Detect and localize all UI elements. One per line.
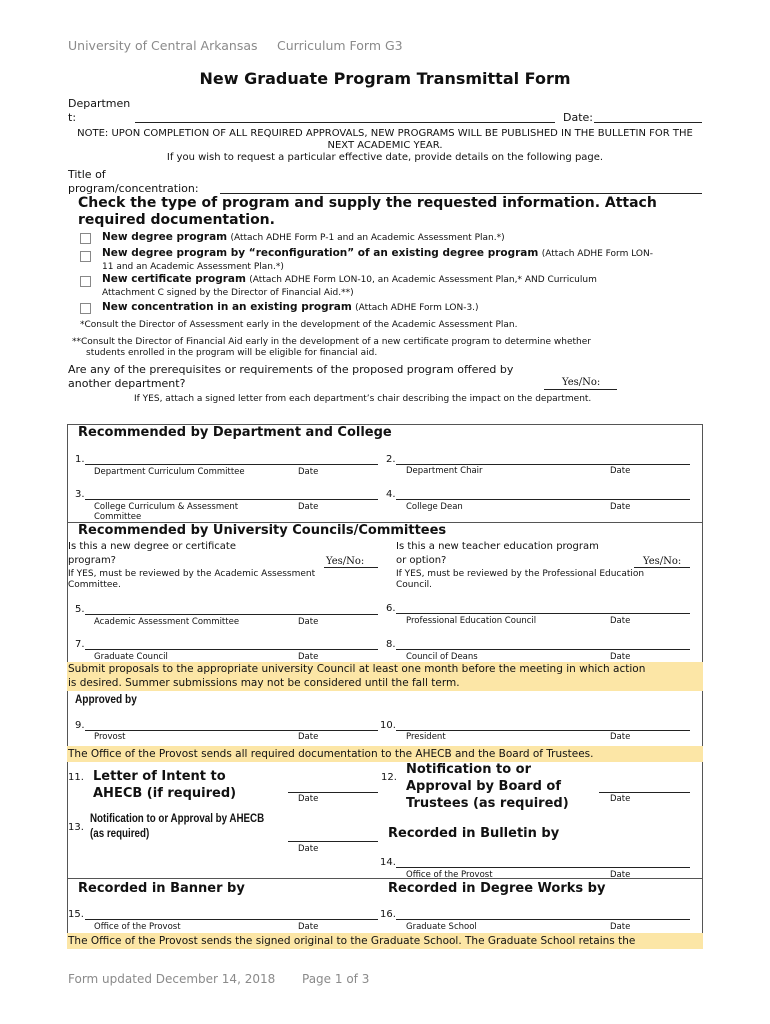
- sig-date-14: Date: [610, 870, 631, 880]
- sig-label-3b: Committee: [94, 512, 142, 522]
- option-new-degree: [102, 231, 505, 243]
- approved-heading: Approved by: [75, 694, 137, 706]
- sig-date-5: Date: [298, 617, 319, 627]
- footnote-assessment: *Consult the Director of Assessment early in the development of the Academic Assessment Plan.: [80, 320, 518, 330]
- sig-num-4: 4.: [386, 489, 396, 500]
- sig-num-16: 16.: [380, 909, 396, 920]
- notif-line2: Approval by Board of: [406, 779, 561, 794]
- option-concentration-label: New concentration in an existing program: [102, 301, 352, 313]
- option-reconfiguration-label: New degree program by “reconfiguration” of an existing degree program: [102, 247, 539, 259]
- sig-num-11: 11.: [68, 772, 84, 783]
- checkbox-certificate[interactable]: [80, 276, 91, 287]
- final-note: The Office of the Provost sends the signed original to the Graduate School. The Graduate School retains the: [68, 935, 636, 947]
- sig-date-1: Date: [298, 467, 319, 477]
- submit-note-1: Submit proposals to the appropriate university Council at least one month before the meeting in which action: [68, 663, 646, 675]
- checkbox-reconfiguration[interactable]: [80, 251, 91, 262]
- loi-line2: AHECB (if required): [93, 786, 237, 801]
- sig-date-6: Date: [610, 616, 631, 626]
- sig-line-15[interactable]: [85, 919, 378, 920]
- checkbox-concentration[interactable]: [80, 303, 91, 314]
- sig-label-2: Department Chair: [406, 466, 483, 476]
- sig-date-8: Date: [610, 652, 631, 662]
- check-type-heading-2: required documentation.: [78, 212, 275, 228]
- notif-line1: Notification to or: [406, 762, 531, 777]
- councils-heading: Recommended by University Councils/Committees: [78, 523, 447, 538]
- banner-heading: Recorded in Banner by: [78, 881, 245, 896]
- sig-num-2: 2.: [386, 454, 396, 465]
- option-certificate-detail-2: Attachment C signed by the Director of Financial Aid.**): [102, 288, 354, 298]
- program-title-label-1: Title of: [68, 168, 106, 181]
- councils-right-answer-label: Yes/No:: [643, 556, 682, 567]
- sig-date-16: Date: [610, 922, 631, 932]
- sig-label-15: Office of the Provost: [94, 922, 181, 932]
- councils-left-answer-field[interactable]: [324, 567, 378, 568]
- sig-label-1: Department Curriculum Committee: [94, 467, 245, 477]
- councils-left-answer-label: Yes/No:: [326, 556, 365, 567]
- note-line1: NOTE: UPON COMPLETION OF ALL REQUIRED APPROVALS, NEW PROGRAMS WILL BE PUBLISHED IN THE BULLETIN FOR THE: [77, 128, 693, 139]
- checkbox-new-degree[interactable]: [80, 233, 91, 244]
- sig-label-16: Graduate School: [406, 922, 477, 932]
- option-concentration: [102, 301, 479, 313]
- sig-label-14: Office of the Provost: [406, 870, 493, 880]
- councils-left-q-1: Is this a new degree or certificate: [68, 541, 237, 552]
- prereq-question-1: Are any of the prerequisites or requirements of the proposed program offered by: [68, 363, 514, 376]
- sig-date-12: Date: [610, 794, 631, 804]
- sig-num-13: 13.: [68, 822, 84, 833]
- sig-num-1: 1.: [75, 454, 85, 465]
- prereq-answer-field[interactable]: [544, 389, 617, 390]
- sig-line-2[interactable]: [396, 464, 690, 465]
- sig-label-10: President: [406, 732, 446, 742]
- sig-date-13: Date: [298, 844, 319, 854]
- notif-line3: Trustees (as required): [406, 796, 569, 811]
- dept-college-heading: Recommended by Department and College: [78, 425, 392, 440]
- program-title-field[interactable]: [220, 193, 702, 194]
- footer-updated: Form updated December 14, 2018: [68, 972, 276, 986]
- divider-banner: [67, 878, 703, 879]
- degree-works-heading: Recorded in Degree Works by: [388, 881, 606, 896]
- department-field[interactable]: [135, 122, 555, 123]
- footer-page: Page 1 of 3: [302, 972, 370, 986]
- sig-line-14[interactable]: [396, 867, 690, 868]
- sig-line-6[interactable]: [396, 613, 690, 614]
- sig-num-10: 10.: [380, 720, 396, 731]
- sig-date-15: Date: [298, 922, 319, 932]
- prereq-question-2: another department?: [68, 377, 186, 390]
- sig-line-1[interactable]: [85, 464, 378, 465]
- sig-num-12: 12.: [381, 772, 397, 783]
- submit-note-2: is desired. Summer submissions may not be considered until the fall term.: [68, 677, 460, 689]
- sig-date-10: Date: [610, 732, 631, 742]
- prereq-note: If YES, attach a signed letter from each department’s chair describing the impact on the department.: [134, 394, 592, 404]
- check-type-heading-1: Check the type of program and supply the requested information. Attach: [78, 195, 657, 211]
- councils-right-note-2: Council.: [396, 580, 433, 590]
- sig-line-8[interactable]: [396, 649, 690, 650]
- footnote-financial-aid-1: **Consult the Director of Financial Aid early in the development of a new certificate program to determine whether: [72, 337, 591, 347]
- sig-line-11[interactable]: [288, 792, 378, 793]
- sig-line-3[interactable]: [85, 499, 378, 500]
- n13-line1: Notification to or Approval by AHECB: [90, 813, 265, 825]
- sig-num-7: 7.: [75, 639, 85, 650]
- note-line3: If you wish to request a particular effective date, provide details on the following page.: [166, 152, 604, 163]
- header-form-id: Curriculum Form G3: [277, 38, 403, 53]
- councils-left-q-2: program?: [68, 555, 116, 566]
- councils-right-q-1: Is this a new teacher education program: [396, 541, 599, 552]
- sig-label-6: Professional Education Council: [406, 616, 537, 626]
- loi-line1: Letter of Intent to: [93, 769, 226, 784]
- sig-line-10[interactable]: [396, 730, 690, 731]
- sig-label-9: Provost: [94, 732, 126, 742]
- bulletin-heading: Recorded in Bulletin by: [388, 826, 560, 841]
- sig-date-4: Date: [610, 502, 631, 512]
- sig-date-11: Date: [298, 794, 319, 804]
- sig-date-9: Date: [298, 732, 319, 742]
- sig-label-5: Academic Assessment Committee: [94, 617, 240, 627]
- option-certificate-detail: (Attach ADHE Form LON-10, an Academic Assessment Plan,* AND Curriculum: [249, 275, 597, 285]
- councils-right-note-1: If YES, must be reviewed by the Professional Education: [396, 569, 645, 579]
- sig-line-5[interactable]: [85, 614, 378, 615]
- sig-line-12[interactable]: [599, 792, 690, 793]
- councils-right-answer-field[interactable]: [634, 567, 690, 568]
- sig-date-3: Date: [298, 502, 319, 512]
- option-certificate-label: New certificate program: [102, 273, 246, 285]
- sig-num-6: 6.: [386, 603, 396, 614]
- header-institution: University of Central Arkansas: [68, 38, 258, 53]
- option-new-degree-detail: (Attach ADHE Form P-1 and an Academic Assessment Plan.*): [230, 233, 505, 243]
- option-reconfiguration: [102, 247, 653, 259]
- date-label: Date:: [563, 111, 593, 124]
- option-new-degree-label: New degree program: [102, 231, 228, 243]
- department-label-2: t:: [68, 111, 77, 124]
- councils-left-note-1: If YES, must be reviewed by the Academic Assessment: [68, 569, 316, 579]
- note-line2: NEXT ACADEMIC YEAR.: [327, 140, 443, 151]
- sig-line-13[interactable]: [288, 841, 378, 842]
- option-reconfiguration-detail-2: 11 and an Academic Assessment Plan.*): [102, 262, 284, 272]
- sig-num-15: 15.: [68, 909, 84, 920]
- option-certificate: [102, 273, 597, 285]
- sig-date-2: Date: [610, 466, 631, 476]
- footnote-financial-aid-2: students enrolled in the program will be eligible for financial aid.: [86, 348, 378, 358]
- page-title: New Graduate Program Transmittal Form: [199, 69, 571, 88]
- department-label-1: Departmen: [68, 97, 131, 110]
- n13-line2: (as required): [90, 828, 150, 840]
- sig-num-14: 14.: [380, 857, 396, 868]
- program-title-label-2: program/concentration:: [68, 182, 199, 195]
- date-field[interactable]: [594, 122, 702, 123]
- sig-label-3a: College Curriculum & Assessment: [94, 502, 239, 512]
- option-reconfiguration-detail: (Attach ADHE Form LON-: [541, 249, 653, 259]
- sig-label-7: Graduate Council: [94, 652, 168, 662]
- prereq-answer-label: Yes/No:: [562, 377, 601, 388]
- sig-label-8: Council of Deans: [406, 652, 478, 662]
- sig-num-3: 3.: [75, 489, 85, 500]
- sig-num-9: 9.: [75, 720, 85, 731]
- sig-num-8: 8.: [386, 639, 396, 650]
- councils-left-note-2: Committee.: [68, 580, 121, 590]
- provost-note: The Office of the Provost sends all required documentation to the AHECB and the Board of Trustees.: [68, 748, 594, 760]
- option-concentration-detail: (Attach ADHE Form LON-3.): [355, 303, 479, 313]
- sig-line-4[interactable]: [396, 499, 690, 500]
- sig-date-7: Date: [298, 652, 319, 662]
- councils-right-q-2: or option?: [396, 555, 447, 566]
- sig-line-16[interactable]: [396, 919, 690, 920]
- sig-line-7[interactable]: [85, 649, 378, 650]
- sig-line-9[interactable]: [85, 730, 378, 731]
- sig-num-5: 5.: [75, 604, 85, 615]
- sig-label-4: College Dean: [406, 502, 463, 512]
